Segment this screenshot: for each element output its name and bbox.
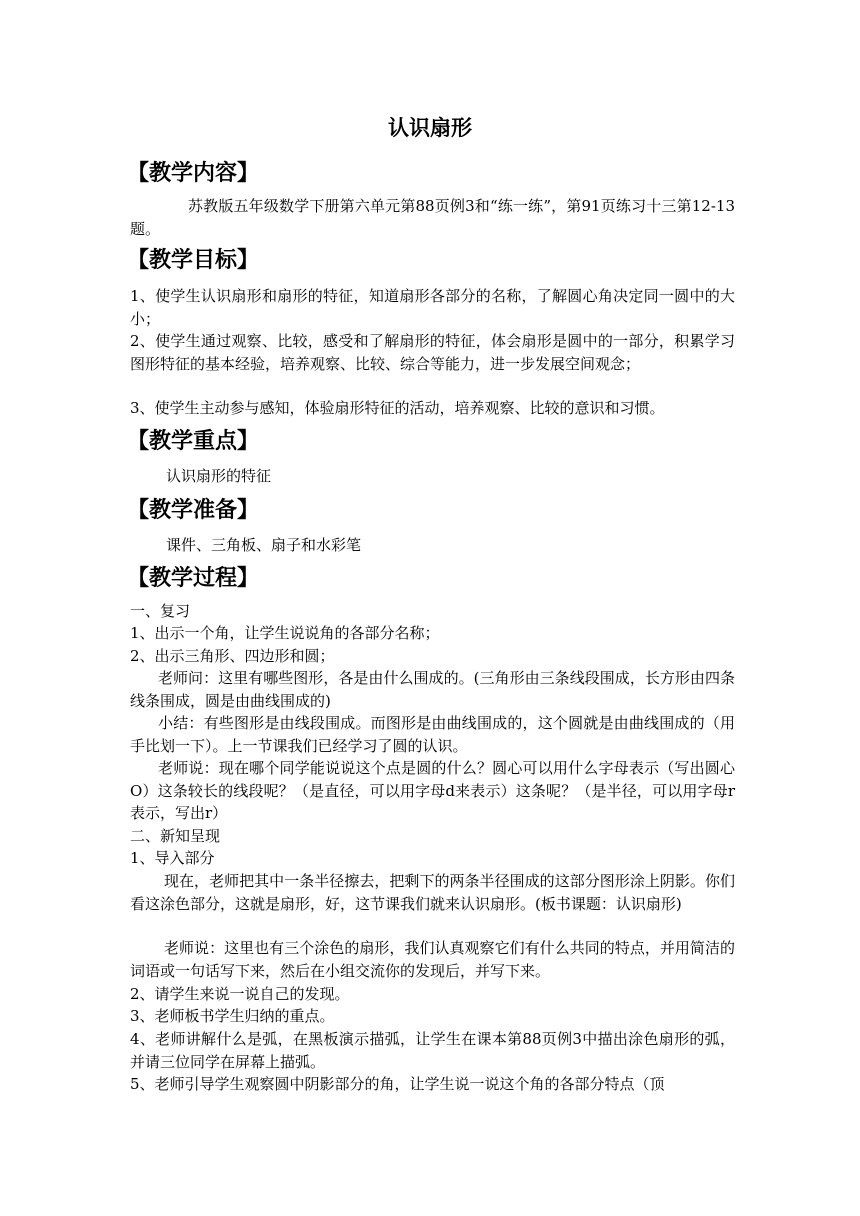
process-line: 老师说：这里也有三个涂色的扇形，我们认真观察它们有什么共同的特点，并用简洁的词语或一句话写下来，然后在小组交流你的发现后，并写下来。 — [130, 939, 735, 980]
process-line: 4、老师讲解什么是弧，在黑板演示描弧，让学生在课本第88页例3中描出涂色扇形的弧，并请三位同学在屏幕上描弧。 — [130, 1030, 735, 1071]
process-line: 2、出示三角形、四边形和圆； — [130, 647, 335, 665]
heading-preparation: 【教学准备】 — [127, 498, 260, 523]
process-line: 2、请学生来说一说自己的发现。 — [130, 985, 350, 1003]
process-line: 1、出示一个角，让学生说说角的各部分名称； — [130, 624, 440, 642]
goal-item-2: 2、使学生通过观察、比较，感受和了解扇形的特征，体会扇形是圆中的一部分，积累学习图形特征的基本经验，培养观察、比较、综合等能力，进一步发展空间观念； — [130, 332, 735, 373]
process-line: 现在，老师把其中一条半径擦去，把剩下的两条半径围成的这部分图形涂上阴影。你们看这涂色部分，这就是扇形，好，这节课我们就来认识扇形。(板书课题：认识扇形) — [130, 872, 735, 913]
goal-item-3: 3、使学生主动参与感知，体验扇形特征的活动，培养观察、比较的意识和习惯。 — [130, 399, 665, 417]
key-points-text: 认识扇形的特征 — [166, 467, 272, 485]
process-line: 小结：有些图形是由线段围成。而图形是由曲线围成的，这个圆就是由曲线围成的（用手比划一下）。上一节课我们已经学习了圆的认识。 — [130, 714, 735, 755]
teaching-content-text: 苏教版五年级数学下册第六单元第88页例3和“练一练”，第91页练习十三第12-13题。 — [130, 197, 735, 238]
heading-teaching-content: 【教学内容】 — [127, 161, 260, 186]
document-title: 认识扇形 — [388, 116, 472, 140]
process-line: 老师问：这里有哪些图形，各是由什么围成的。(三角形由三条线段围成，长方形由四条线条围成，圆是由曲线围成的) — [130, 669, 735, 710]
process-line: 5、老师引导学生观察圆中阴影部分的角，让学生说一说这个角的各部分特点（顶 — [130, 1075, 665, 1093]
goal-item-1: 1、使学生认识扇形和扇形的特征，知道扇形各部分的名称，了解圆心角决定同一圆中的大小； — [130, 287, 735, 328]
heading-teaching-process: 【教学过程】 — [127, 566, 260, 591]
process-line: 1、导入部分 — [130, 849, 215, 867]
process-line: 老师说：现在哪个同学能说说这个点是圆的什么？圆心可以用什么字母表示（写出圆心O）这条较长的线段呢？（是直径，可以用字母d来表示）这条呢？（是半径，可以用字母r表示，写出r） — [130, 759, 735, 822]
process-line: 一、复习 — [130, 602, 191, 620]
process-line: 二、新知呈现 — [130, 827, 221, 845]
process-line: 3、老师板书学生归纳的重点。 — [130, 1007, 335, 1025]
preparation-text: 课件、三角板、扇子和水彩笔 — [166, 536, 362, 554]
heading-teaching-goals: 【教学目标】 — [127, 248, 260, 273]
heading-key-points: 【教学重点】 — [127, 429, 260, 454]
